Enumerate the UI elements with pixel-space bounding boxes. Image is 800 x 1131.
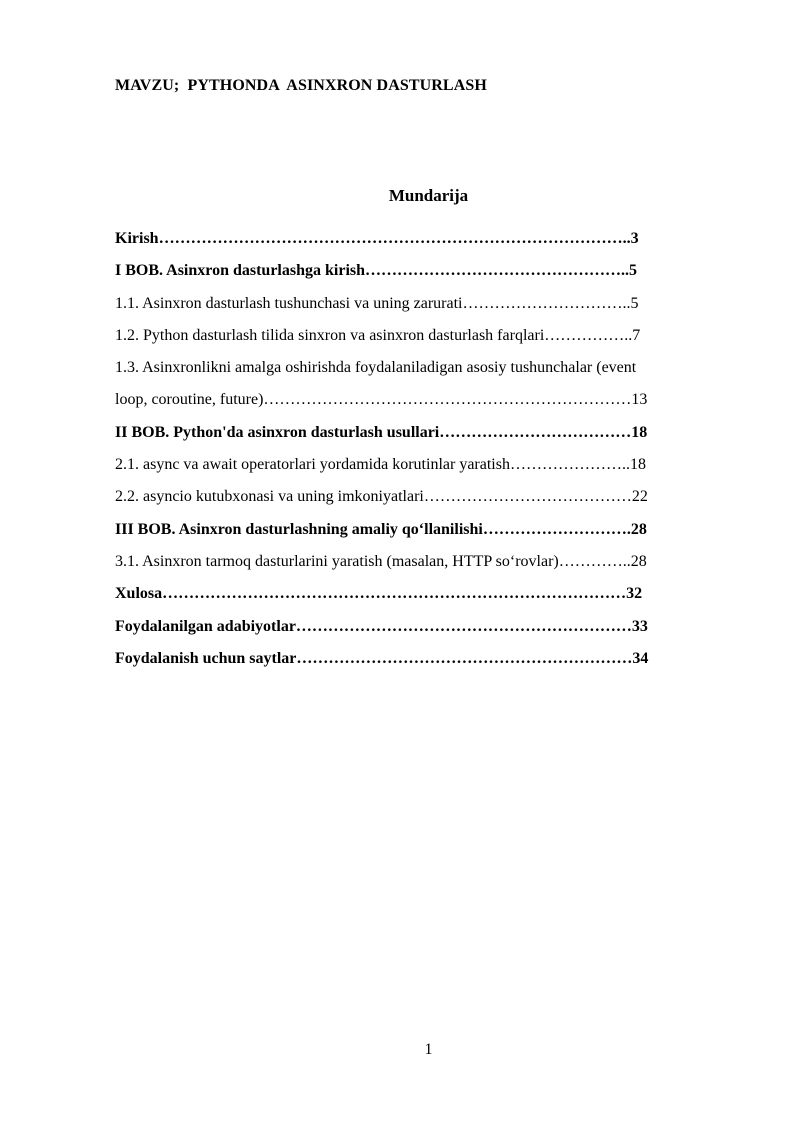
toc-entry-chapter-2: II BOB. Python'da asinxron dasturlash usullari………………………………18 [115, 423, 648, 441]
toc-entry-xulosa: Xulosa……………………………………………………………………………32 [115, 585, 643, 603]
toc-entry-references: Foydalanilgan adabiyotlar………………………………………………………33 [115, 617, 648, 635]
toc-entry-websites: Foydalanish uchun saytlar………………………………………………………34 [115, 649, 649, 667]
toc-entry-1-3-line-2: loop, coroutine, future)……………………………………………………………13 [115, 391, 648, 409]
toc-entry-2-1: 2.1. async va await operatorlari yordamida korutinlar yaratish…………………..18 [115, 456, 646, 474]
document-title: MAVZU; PYTHONDA ASINXRON DASTURLASH [115, 77, 487, 94]
toc-heading: Mundarija [388, 186, 469, 205]
toc-entry-kirish: Kirish……………………………………………………………………………..3 [115, 230, 639, 247]
toc-entry-chapter-1: I BOB. Asinxron dasturlashga kirish…………………………………………..5 [115, 262, 638, 280]
page-number: 1 [424, 1041, 433, 1058]
table-of-contents [115, 227, 742, 679]
toc-entry-2-2: 2.2. asyncio kutubxonasi va uning imkoniyatlari…………………………………22 [115, 488, 648, 506]
toc-entry-1-1: 1.1. Asinxron dasturlash tushunchasi va uning zarurati…………………………..5 [115, 294, 639, 312]
toc-entry-1-2: 1.2. Python dasturlash tilida sinxron va asinxron dasturlash farqlari……………..7 [115, 326, 641, 344]
toc-entry-1-3-line-1: 1.3. Asinxronlikni amalga oshirishda foydalaniladigan asosiy tushunchalar (event [115, 359, 637, 377]
toc-entry-3-1: 3.1. Asinxron tarmoq dasturlarini yaratish (masalan, HTTP so‘rovlar)…………..28 [115, 552, 647, 570]
toc-entry-chapter-3: III BOB. Asinxron dasturlashning amaliy qo‘llanilishi……………………….28 [115, 520, 647, 538]
